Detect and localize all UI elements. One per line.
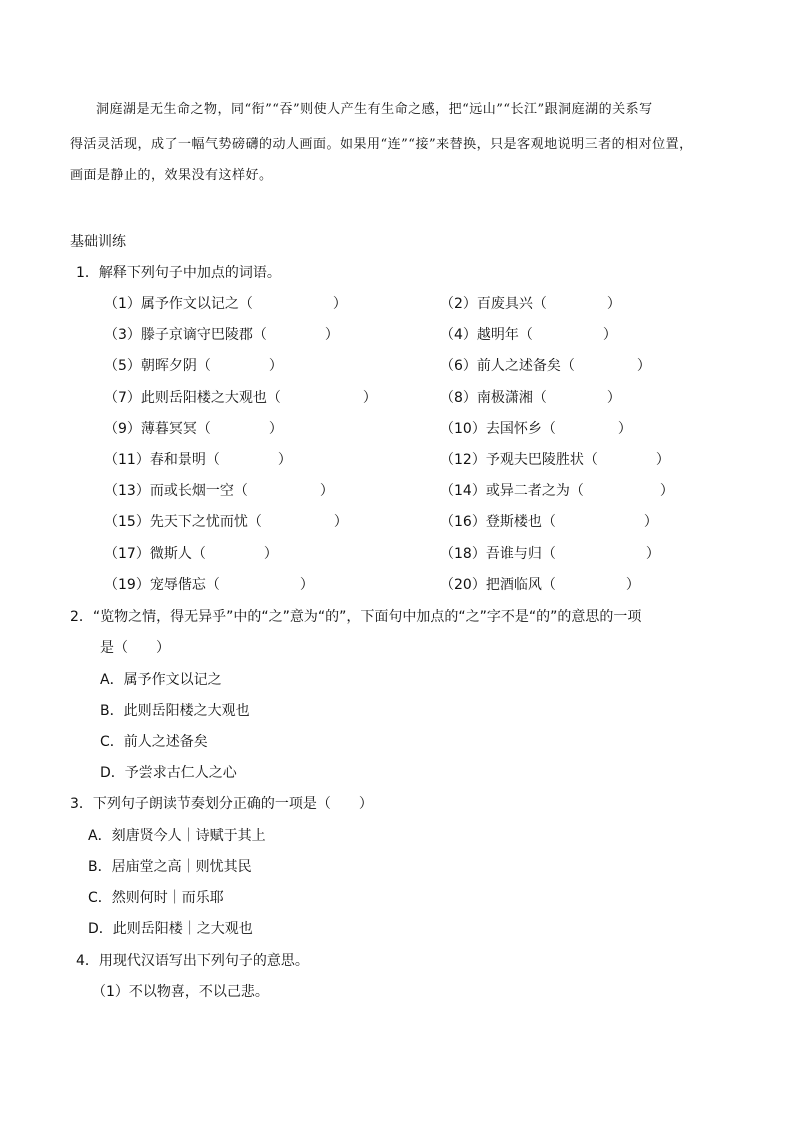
item-close-paren: ） bbox=[617, 420, 632, 437]
question-1-item bbox=[440, 511, 658, 531]
item-number: （16） bbox=[440, 514, 486, 531]
question-2-line-2: 是（ ） bbox=[100, 640, 170, 656]
question-2-option-c: C．前人之述备矣 bbox=[100, 734, 208, 750]
item-text: 前人之述备矣（ bbox=[476, 358, 575, 375]
item-close-paren: ） bbox=[332, 296, 347, 312]
item-text: 春和景明（ bbox=[149, 452, 220, 468]
question-2-option-a: A．属予作文以记之 bbox=[100, 672, 222, 688]
item-text: 百废具兴（ bbox=[476, 296, 547, 312]
item-close-paren: ） bbox=[602, 327, 617, 344]
question-4-sub-1: （1）不以物喜，不以己悲。 bbox=[92, 984, 269, 1000]
item-text: 朝晖夕阴（ bbox=[140, 358, 211, 375]
item-close-paren: ） bbox=[333, 514, 348, 531]
question-1-item bbox=[440, 449, 670, 469]
question-1-item bbox=[104, 324, 339, 344]
item-close-paren: ） bbox=[606, 389, 621, 406]
item-text: 吾谁与归（ bbox=[485, 545, 556, 562]
question-3-option-a: A．刻唐贤今人｜诗赋于其上 bbox=[88, 828, 266, 844]
question-2-option-d: D．予尝求古仁人之心 bbox=[100, 765, 237, 781]
question-1-item bbox=[440, 418, 632, 438]
question-1-item bbox=[104, 543, 278, 563]
item-close-paren: ） bbox=[606, 296, 621, 312]
item-number: （17） bbox=[104, 545, 150, 562]
item-close-paren: ） bbox=[643, 514, 658, 531]
item-number: （13） bbox=[104, 483, 150, 500]
item-number: （20） bbox=[440, 576, 486, 593]
question-2-option-b: B．此则岳阳楼之大观也 bbox=[100, 703, 250, 719]
item-text: 此则岳阳楼之大观也（ bbox=[140, 389, 281, 406]
item-text: 薄暮冥冥（ bbox=[140, 420, 211, 437]
question-1-item bbox=[104, 480, 334, 500]
item-close-paren: ） bbox=[299, 576, 314, 593]
item-close-paren: ） bbox=[645, 545, 660, 562]
item-text: 把酒临风（ bbox=[485, 576, 556, 593]
item-number: （7） bbox=[104, 389, 141, 406]
question-3-option-c: C．然则何时｜而乐耶 bbox=[88, 890, 224, 906]
item-text: 宠辱偕忘（ bbox=[149, 576, 220, 593]
item-text: 滕子京谪守巴陵郡（ bbox=[140, 327, 267, 344]
item-number: （1） bbox=[104, 296, 141, 312]
question-1-item bbox=[104, 387, 377, 407]
item-text: 微斯人（ bbox=[149, 545, 206, 562]
item-text: 而或长烟一空（ bbox=[149, 483, 248, 500]
item-number: （15） bbox=[104, 514, 150, 531]
question-2-line-1: 2．“览物之情，得无异乎”中的“之”意为“的”，下面句中加点的“之”字不是“的”的意思的一项 bbox=[70, 609, 642, 625]
item-number: （18） bbox=[440, 545, 486, 562]
item-text: 或异二者之为（ bbox=[485, 483, 584, 500]
question-1-title: 1．解释下列句子中加点的词语。 bbox=[76, 265, 281, 281]
question-3-option-d: D．此则岳阳楼｜之大观也 bbox=[88, 921, 253, 937]
item-number: （8） bbox=[440, 389, 477, 406]
question-1-item bbox=[440, 293, 621, 313]
question-1-item bbox=[104, 574, 314, 594]
item-text: 登斯楼也（ bbox=[485, 514, 556, 531]
item-close-paren: ） bbox=[659, 483, 674, 500]
question-4-title: 4．用现代汉语写出下列句子的意思。 bbox=[76, 953, 309, 969]
item-close-paren: ） bbox=[324, 327, 339, 344]
item-number: （9） bbox=[104, 420, 141, 437]
question-3-option-b: B．居庙堂之高｜则忧其民 bbox=[88, 859, 252, 875]
item-number: （12） bbox=[440, 452, 486, 468]
question-1-item bbox=[104, 418, 283, 438]
question-1-item bbox=[104, 449, 292, 469]
item-number: （4） bbox=[440, 327, 477, 344]
intro-line-3: 画面是静止的，效果没有这样好。 bbox=[70, 168, 273, 183]
question-1-item bbox=[440, 574, 640, 594]
question-1-item bbox=[104, 293, 347, 313]
item-text: 越明年（ bbox=[476, 327, 533, 344]
item-close-paren: ） bbox=[319, 483, 334, 500]
item-number: （19） bbox=[104, 576, 150, 593]
question-1-item bbox=[440, 480, 674, 500]
item-number: （5） bbox=[104, 358, 141, 375]
intro-line-1: 洞庭湖是无生命之物，同“衔”“吞”则使人产生有生命之感，把“远山”“长江”跟洞庭湖的关系写 bbox=[96, 102, 653, 117]
section-title: 基础训练 bbox=[70, 234, 126, 250]
item-close-paren: ） bbox=[625, 576, 640, 593]
item-number: （14） bbox=[440, 483, 486, 500]
item-close-paren: ） bbox=[655, 452, 670, 468]
item-number: （10） bbox=[440, 420, 486, 437]
item-close-paren: ） bbox=[268, 420, 283, 437]
question-1-item bbox=[104, 511, 348, 531]
item-number: （11） bbox=[104, 452, 150, 468]
item-text: 南极潇湘（ bbox=[476, 389, 547, 406]
item-text: 属予作文以记之（ bbox=[140, 296, 253, 312]
item-text: 予观夫巴陵胜状（ bbox=[485, 452, 598, 468]
item-number: （2） bbox=[440, 296, 477, 312]
question-1-item bbox=[440, 355, 651, 375]
question-1-item bbox=[440, 324, 617, 344]
item-number: （6） bbox=[440, 358, 477, 375]
item-close-paren: ） bbox=[268, 358, 283, 375]
item-text: 去国怀乡（ bbox=[485, 420, 556, 437]
item-close-paren: ） bbox=[277, 452, 292, 468]
item-close-paren: ） bbox=[263, 545, 278, 562]
item-text: 先天下之忧而忧（ bbox=[149, 514, 262, 531]
item-close-paren: ） bbox=[636, 358, 651, 375]
question-3-title: 3．下列句子朗读节奏划分正确的一项是（ ） bbox=[70, 796, 373, 812]
question-1-item bbox=[104, 355, 283, 375]
item-number: （3） bbox=[104, 327, 141, 344]
question-1-item bbox=[440, 543, 660, 563]
question-1-item bbox=[440, 387, 621, 407]
item-close-paren: ） bbox=[362, 389, 377, 406]
intro-line-2: 得活灵活现，成了一幅气势磅礴的动人画面。如果用“连”“接”来替换，只是客观地说明三者的相对位置， bbox=[70, 137, 693, 152]
